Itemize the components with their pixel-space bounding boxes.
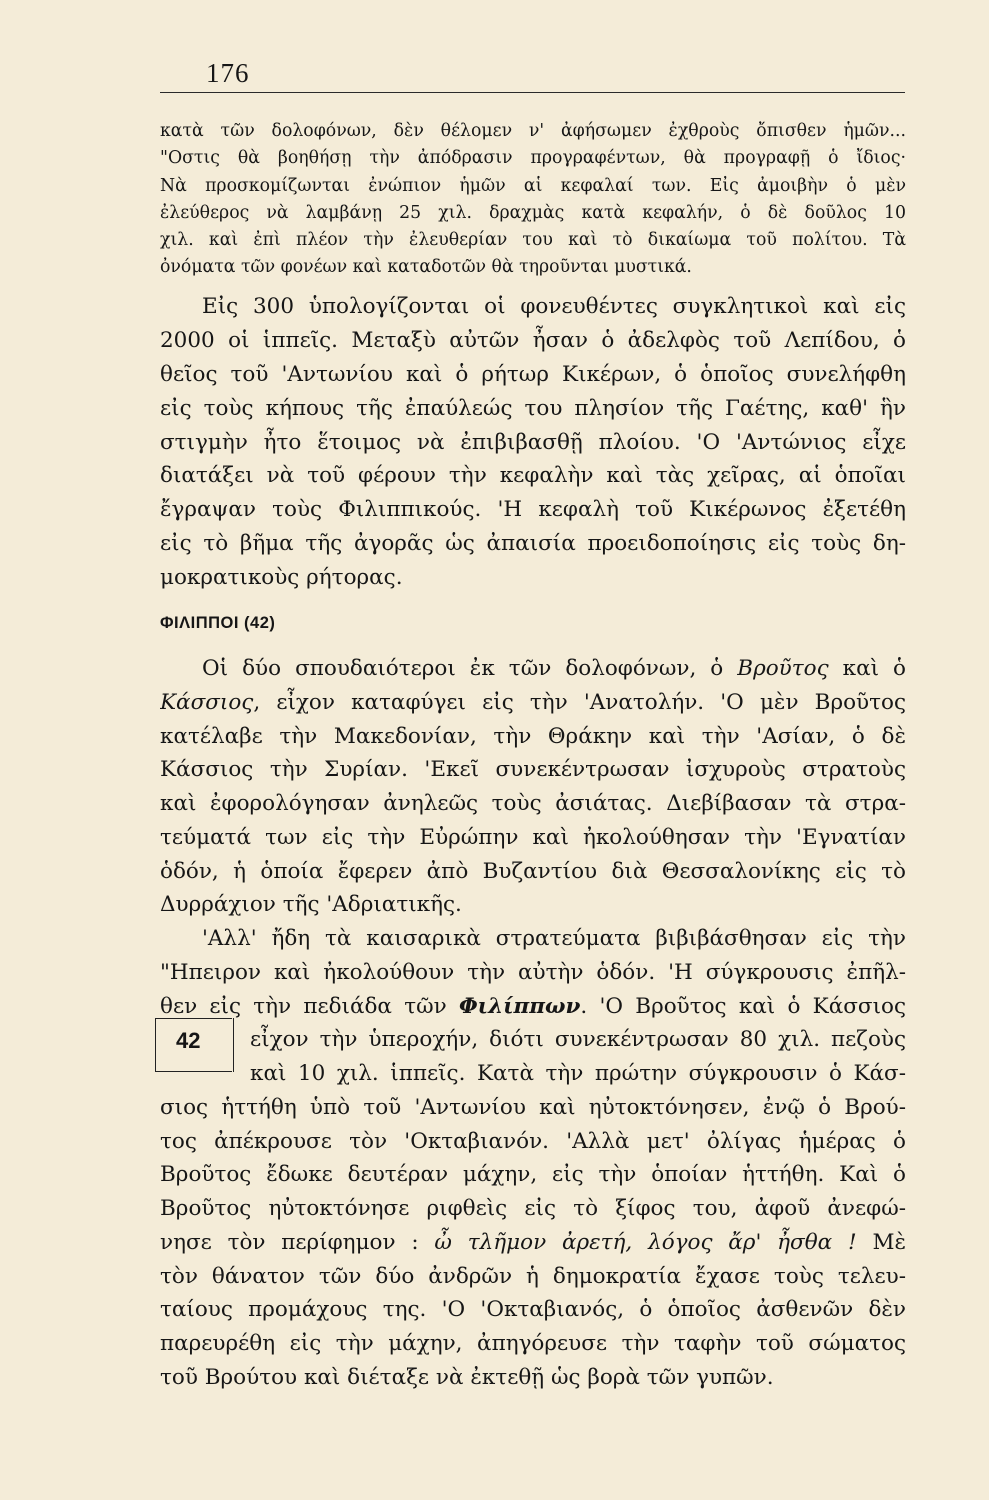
body-line: ταίους προμάχους της. 'Ο 'Οκταβιανός, ὁ ὁποῖος ἀσθενῶν δὲν bbox=[160, 1297, 906, 1323]
page-number: 176 bbox=[206, 58, 250, 88]
body-line: σιος ἡττήθη ὑπὸ τοῦ 'Αντωνίου καὶ ηὐτοκτόνησεν, ἐνῷ ὁ Βρού- bbox=[160, 1094, 906, 1120]
margin-date-label: 42 bbox=[176, 1028, 201, 1053]
body-line: τοῦ Βρούτου καὶ διέταξε νὰ ἐκτεθῇ ὡς βορὰ τῶν γυπῶν. bbox=[160, 1364, 774, 1390]
body-line: εἰς τοὺς κήπους τῆς ἐπαύλεώς του πλησίον τῆς Γαέτης, καθ' ἣν bbox=[160, 395, 906, 421]
margin-date-box bbox=[155, 1018, 232, 1072]
header-rule bbox=[160, 92, 905, 93]
footnote-line: χιλ. καὶ ἐπὶ πλέον τὴν ἐλευθερίαν του καὶ τὸ δικαίωμα τοῦ πολίτου. Τὰ bbox=[160, 230, 906, 251]
body-line: Κάσσιος, εἶχον καταφύγει εἰς τὴν 'Ανατολήν. 'Ο μὲν Βροῦτος bbox=[160, 689, 906, 715]
body-line: εἶχον τὴν ὑπεροχήν, διότι συνεκέντρωσαν 80 χιλ. πεζοὺς bbox=[250, 1027, 906, 1053]
footnote-line: ἐλεύθερος νὰ λαμβάνῃ 25 χιλ. δραχμὰς κατὰ κεφαλήν, ὁ δὲ δοῦλος 10 bbox=[160, 202, 906, 223]
body-line: Οἱ δύο σπουδαιότεροι ἐκ τῶν δολοφόνων, ὁ Βροῦτος καὶ ὁ bbox=[202, 656, 906, 681]
body-line: τὸν θάνατον τῶν δύο ἀνδρῶν ἡ δημοκρατία ἔχασε τοὺς τελευ- bbox=[160, 1263, 906, 1289]
footnote-line: "Οστις θὰ βοηθήσῃ τὴν ἀπόδρασιν προγραφέντων, θὰ προγραφῇ ὁ ἴδιος· bbox=[160, 148, 906, 169]
body-line: στιγμὴν ἦτο ἕτοιμος νὰ ἐπιβιβασθῇ πλοίου. 'Ο 'Αντώνιος εἶχε bbox=[160, 429, 906, 455]
body-line: Δυρράχιον τῆς 'Αδριατικῆς. bbox=[160, 892, 462, 918]
footnote-block bbox=[160, 118, 906, 282]
body-line: τος ἀπέκρουσε τὸν 'Οκταβιανόν. 'Αλλὰ μετ' ὀλίγας ἡμέρας ὁ bbox=[160, 1128, 906, 1154]
body-line: Κάσσιος τὴν Συρίαν. 'Εκεῖ συνεκέντρωσαν ἰσχυροὺς στρατοὺς bbox=[160, 757, 906, 783]
body-line: 2000 οἱ ἱππεῖς. Μεταξὺ αὐτῶν ἦσαν ὁ ἀδελφὸς τοῦ Λεπίδου, ὁ bbox=[160, 327, 906, 353]
body-line: Εἰς 300 ὑπολογίζονται οἱ φονευθέντες συγκλητικοὶ καὶ εἰς bbox=[202, 294, 906, 319]
footnote-line: κατὰ τῶν δολοφόνων, δὲν θέλομεν ν' ἀφήσωμεν ἐχθροὺς ὄπισθεν ἡμῶν... bbox=[160, 121, 906, 141]
body-line: κατέλαβε τὴν Μακεδονίαν, τὴν Θράκην καὶ τὴν 'Ασίαν, ὁ δὲ bbox=[160, 723, 906, 749]
body-line: Βροῦτος ηὐτοκτόνησε ριφθεὶς εἰς τὸ ξίφος του, ἀφοῦ ἀνεφώ- bbox=[160, 1196, 906, 1221]
body-line: Βροῦτος ἔδωκε δευτέραν μάχην, εἰς τὴν ὁποίαν ἡττήθη. Καὶ ὁ bbox=[160, 1162, 906, 1188]
body-line: νησε τὸν περίφημον : ὦ τλῆμον ἀρετή, λόγος ἄρ' ἦσθα ! Μὲ bbox=[160, 1229, 906, 1255]
body-line: ὁδόν, ἡ ὁποία ἔφερεν ἀπὸ Βυζαντίου διὰ Θεσσαλονίκης εἰς τὸ bbox=[160, 858, 906, 884]
footnote-line: ὀνόματα τῶν φονέων καὶ καταδοτῶν θὰ τηροῦνται μυστικά. bbox=[160, 257, 692, 278]
body-line: ἔγραψαν τοὺς Φιλιππικούς. 'Η κεφαλὴ τοῦ Κικέρωνος ἐξετέθη bbox=[160, 497, 906, 523]
body-line: θεῖος τοῦ 'Αντωνίου καὶ ὁ ρήτωρ Κικέρων, ὁ ὁποῖος συνελήφθη bbox=[160, 361, 906, 387]
body-line: "Ηπειρον καὶ ἠκολούθουν τὴν αὐτὴν ὁδόν. 'Η σύγκρουσις ἐπῆλ- bbox=[160, 959, 906, 985]
body-line: διατάξει νὰ τοῦ φέρουν τὴν κεφαλὴν καὶ τὰς χεῖρας, αἱ ὁποῖαι bbox=[160, 463, 906, 489]
section-heading: ΦΙΛΙΠΠΟΙ (42) bbox=[160, 614, 276, 632]
body-line: 'Αλλ' ἤδη τὰ καισαρικὰ στρατεύματα βιβιβάσθησαν εἰς τὴν bbox=[202, 926, 906, 951]
body-line: τεύματά των εἰς τὴν Εὐρώπην καὶ ἠκολούθησαν τὴν 'Εγνατίαν bbox=[160, 824, 906, 850]
body-line: καὶ ἐφορολόγησαν ἀνηλεῶς τοὺς ἀσιάτας. Διεβίβασαν τὰ στρα- bbox=[160, 791, 906, 816]
body-line: εἰς τὸ βῆμα τῆς ἀγορᾶς ὡς ἀπαισία προειδοποίησις εἰς τοὺς δη- bbox=[160, 531, 906, 557]
margin-box-rule bbox=[233, 1018, 234, 1072]
section-text bbox=[160, 652, 906, 1395]
footnote-line: Νὰ προσκομίζωνται ἐνώπιον ἡμῶν αἱ κεφαλαί των. Εἰς ἀμοιβὴν ὁ μὲν bbox=[160, 175, 906, 196]
body-line: καὶ 10 χιλ. ἱππεῖς. Κατὰ τὴν πρώτην σύγκρουσιν ὁ Κάσ- bbox=[250, 1061, 906, 1086]
main-paragraph bbox=[160, 290, 906, 595]
body-line: παρευρέθη εἰς τὴν μάχην, ἀπηγόρευσε τὴν ταφὴν τοῦ σώματος bbox=[160, 1331, 906, 1356]
body-line: θεν εἰς τὴν πεδιάδα τῶν Φιλίππων. 'Ο Βροῦτος καὶ ὁ Κάσσιος bbox=[160, 993, 906, 1019]
body-line: μοκρατικοὺς ρήτορας. bbox=[160, 565, 403, 591]
